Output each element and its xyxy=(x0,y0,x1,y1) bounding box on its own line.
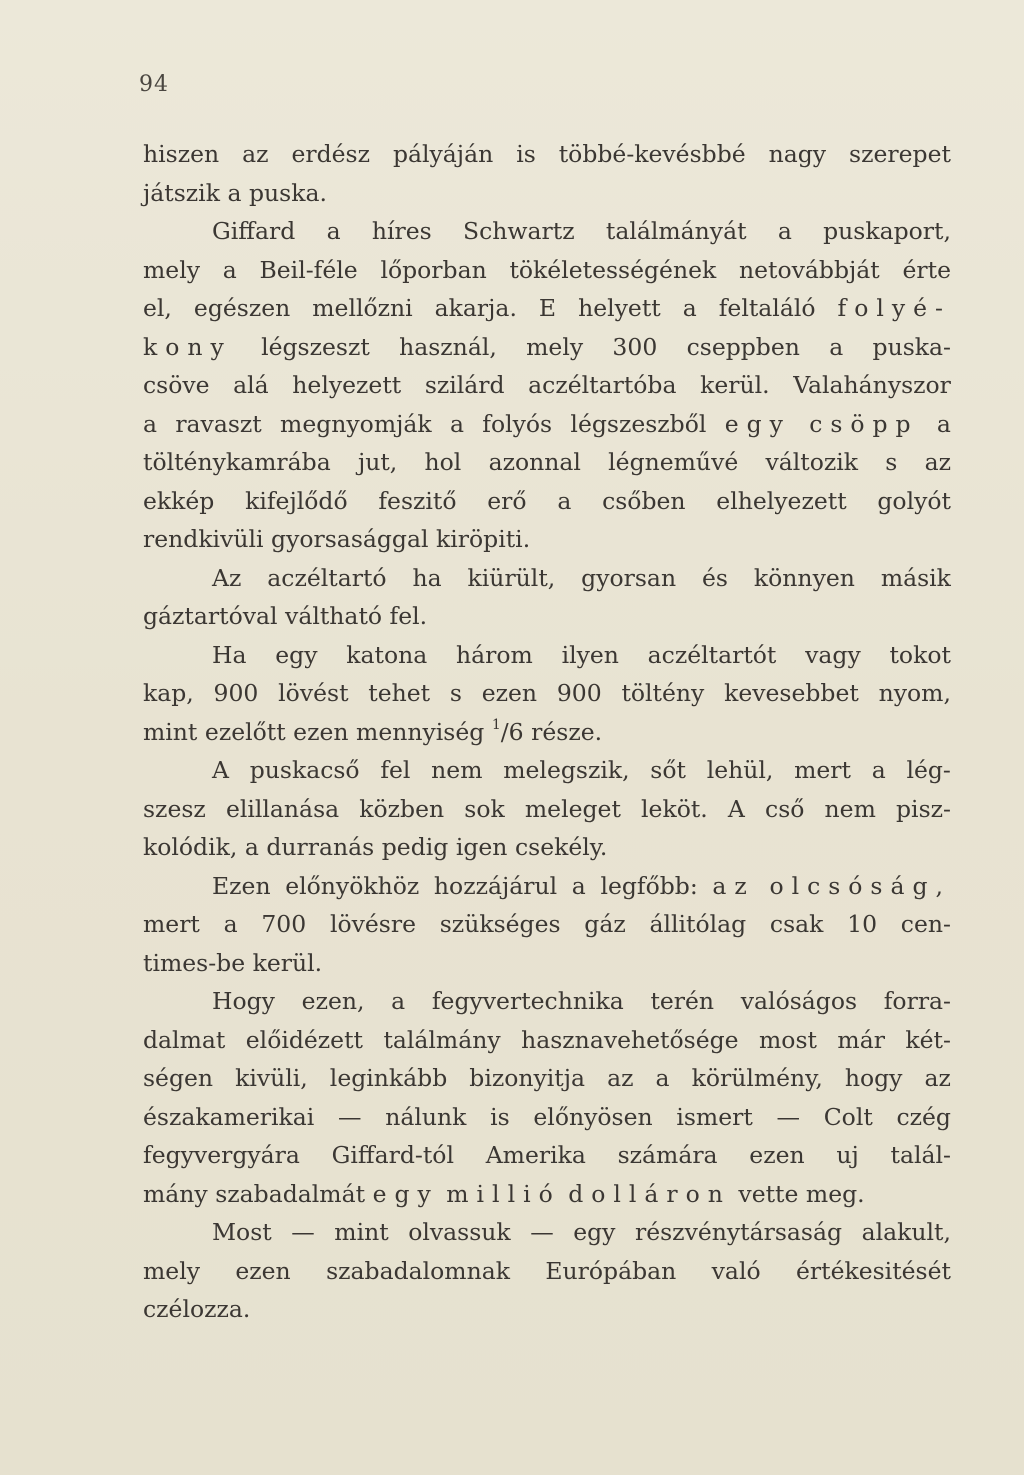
word: körülmény, xyxy=(691,1064,823,1092)
word: a xyxy=(227,178,242,207)
word: erő xyxy=(487,486,527,515)
word: cen- xyxy=(900,910,951,938)
page-number: 94 xyxy=(139,72,169,97)
word: ekkép xyxy=(143,486,215,515)
word: tökéletességének xyxy=(509,255,717,284)
word: kiürült, xyxy=(467,563,556,592)
word: mert xyxy=(794,756,851,784)
word: kerül. xyxy=(700,371,770,399)
word: tehet xyxy=(368,679,431,707)
word: része. xyxy=(531,717,603,746)
word: állitólag xyxy=(649,910,747,938)
word: ezen xyxy=(481,679,538,707)
word: egy xyxy=(724,409,791,438)
text-line xyxy=(143,1218,951,1257)
word: legfőbb: xyxy=(600,871,698,900)
word: el, xyxy=(143,294,172,322)
text-line xyxy=(143,448,951,487)
word: meg. xyxy=(805,1179,865,1208)
word: talál- xyxy=(890,1141,951,1169)
word: a xyxy=(222,255,237,284)
word: ha xyxy=(412,563,442,592)
word: nyom, xyxy=(878,679,951,707)
word: meleget xyxy=(524,794,621,823)
word: 300 xyxy=(612,332,658,361)
word: millió xyxy=(446,1179,561,1208)
word: mint xyxy=(143,717,198,746)
word: olvassuk xyxy=(408,1218,511,1246)
word: puskaport, xyxy=(823,217,951,245)
word: való xyxy=(711,1256,761,1285)
word: A xyxy=(727,794,745,823)
word: szesz xyxy=(143,794,206,823)
word: aczéltartóba xyxy=(528,371,677,399)
text-line xyxy=(143,1295,951,1334)
word: tölténykamrába xyxy=(143,448,331,476)
word: helyett xyxy=(578,294,661,322)
word: három xyxy=(456,640,533,669)
text-line xyxy=(143,1064,951,1103)
text-line xyxy=(143,179,951,218)
text-line xyxy=(143,564,951,603)
word: is xyxy=(490,1102,510,1131)
word: ezelőtt xyxy=(204,717,286,746)
word: csak xyxy=(769,910,824,938)
text-line xyxy=(143,410,951,449)
text-line xyxy=(143,1103,951,1142)
word: cseppben xyxy=(686,332,800,361)
word: szabadalmát xyxy=(215,1179,366,1208)
word: északamerikai xyxy=(143,1102,315,1131)
word: töltény xyxy=(621,679,705,707)
word: folyé- xyxy=(837,294,951,322)
word: kolódik, xyxy=(143,833,238,861)
word: nagy xyxy=(768,140,827,168)
word: durranás xyxy=(266,833,375,861)
word: a xyxy=(655,1064,670,1092)
word: lég- xyxy=(906,756,951,784)
word: — xyxy=(776,1102,800,1131)
word: Giffard-tól xyxy=(331,1141,454,1169)
word: mert xyxy=(143,910,200,938)
word: ségen xyxy=(143,1064,214,1092)
text-line xyxy=(143,1180,951,1219)
word: csekély. xyxy=(514,833,608,861)
word: a xyxy=(557,486,572,515)
word: mely xyxy=(143,1256,200,1285)
word: bizonyitja xyxy=(469,1064,586,1092)
word: kap, xyxy=(143,679,194,707)
word: aczéltartót xyxy=(647,640,777,669)
word: nem xyxy=(824,794,876,823)
word: pisz- xyxy=(896,794,951,823)
word: kivüli, xyxy=(235,1064,308,1092)
word: az xyxy=(712,871,755,900)
word: szilárd xyxy=(424,371,505,399)
word: változik xyxy=(765,448,859,476)
word: ravaszt xyxy=(175,409,262,438)
word: puska. xyxy=(248,178,327,207)
word: alakult, xyxy=(861,1218,951,1246)
word: czég xyxy=(896,1102,951,1131)
word: sok xyxy=(464,794,505,823)
word: Colt xyxy=(823,1102,873,1131)
word: a xyxy=(571,871,586,900)
word: fegyvergyára xyxy=(143,1141,300,1169)
word: Hogy xyxy=(212,987,275,1015)
text-line xyxy=(143,333,951,372)
text-line xyxy=(143,525,951,564)
word: Most xyxy=(212,1218,272,1246)
word: két- xyxy=(905,1025,951,1054)
word: s xyxy=(885,448,898,476)
word: Valahányszor xyxy=(793,371,951,399)
word: igen xyxy=(455,833,508,861)
text-line xyxy=(143,756,951,795)
word: A xyxy=(212,756,229,784)
word: a xyxy=(682,294,697,322)
word: használ, xyxy=(399,332,497,361)
word: cső xyxy=(765,794,805,823)
word: a xyxy=(871,756,886,784)
word: uj xyxy=(836,1141,859,1169)
word: jut, xyxy=(357,448,398,476)
word: dolláron xyxy=(568,1179,731,1208)
text-line xyxy=(143,1141,951,1180)
word: feltaláló xyxy=(718,294,816,322)
word: az xyxy=(924,1064,951,1092)
word: ezen xyxy=(749,1141,805,1169)
word: számára xyxy=(617,1141,718,1169)
word: Schwartz xyxy=(463,217,575,245)
word: váltható xyxy=(285,602,383,630)
word: leköt. xyxy=(641,794,708,823)
word: a xyxy=(449,409,464,438)
word: ezen xyxy=(293,717,349,746)
word: feszitő xyxy=(378,486,457,515)
word: valóságos xyxy=(740,987,858,1015)
word: rendkivüli xyxy=(143,525,264,553)
word: a xyxy=(391,987,406,1015)
word: a xyxy=(244,833,259,861)
word: nem xyxy=(431,756,483,784)
word: előidézett xyxy=(245,1025,363,1054)
word: times-be xyxy=(143,948,246,977)
text-line xyxy=(143,256,951,295)
word: mány xyxy=(143,1179,208,1208)
word: hogy xyxy=(844,1064,903,1092)
word: légszeszt xyxy=(261,332,370,361)
word: nálunk xyxy=(385,1102,467,1131)
word: előnyökhöz xyxy=(285,871,420,900)
word: légneművé xyxy=(608,448,739,476)
word: elillanása xyxy=(225,794,340,823)
text-line xyxy=(143,833,951,872)
word: szerepet xyxy=(849,140,951,168)
text-line xyxy=(143,294,951,333)
word: gyorsan xyxy=(581,563,677,592)
word: Ezen xyxy=(212,871,271,900)
word: fel xyxy=(380,756,411,784)
word: kony xyxy=(143,332,232,361)
word: kiröpiti. xyxy=(436,525,531,553)
text-line xyxy=(143,679,951,718)
word: hozzájárul xyxy=(433,871,558,900)
word: lövésre xyxy=(329,910,417,938)
word: dalmat xyxy=(143,1025,226,1054)
word: az xyxy=(242,140,269,168)
word: $^1$/6 xyxy=(491,716,524,746)
word: légszeszből xyxy=(570,409,707,438)
word: mennyiség xyxy=(356,717,485,746)
text-line xyxy=(143,217,951,256)
word: 900 xyxy=(213,679,259,707)
text-line xyxy=(143,718,951,757)
word: híres xyxy=(371,217,432,245)
word: — xyxy=(291,1218,315,1246)
word: a xyxy=(936,409,951,438)
word: Giffard xyxy=(212,217,296,245)
word: az xyxy=(607,1064,634,1092)
word: Európában xyxy=(545,1256,677,1285)
word: — xyxy=(530,1218,554,1246)
word: netovábbját xyxy=(739,255,880,284)
word: pedig xyxy=(381,833,449,861)
word: gáz xyxy=(584,910,626,938)
word: ilyen xyxy=(561,640,619,669)
word: 10 xyxy=(847,910,878,938)
word: mint xyxy=(334,1218,389,1246)
word: hiszen xyxy=(143,140,220,168)
word: egy xyxy=(275,640,318,669)
word: csöpp xyxy=(809,409,919,438)
word: puskacső xyxy=(249,756,360,784)
word: kevesebbet xyxy=(724,679,859,707)
word: leginkább xyxy=(329,1064,448,1092)
word: az xyxy=(924,448,951,476)
word: ezen, xyxy=(301,987,365,1015)
word: találmányát xyxy=(605,217,747,245)
word: mely xyxy=(143,255,200,284)
word: olcsóság, xyxy=(769,871,951,900)
word: a xyxy=(829,332,844,361)
word: sőt xyxy=(650,756,686,784)
word: könnyen xyxy=(753,563,855,592)
word: 900 xyxy=(556,679,602,707)
word: vagy xyxy=(805,640,861,669)
word: folyós xyxy=(482,409,553,438)
word: mely xyxy=(526,332,584,361)
word: mellőzni xyxy=(312,294,413,322)
word: megnyomják xyxy=(280,409,432,438)
word: kerül. xyxy=(252,948,323,977)
word: s xyxy=(449,679,462,707)
word: közben xyxy=(359,794,445,823)
word: a xyxy=(223,910,238,938)
word: aczéltartó xyxy=(267,563,387,592)
word: azonnal xyxy=(488,448,581,476)
word: részvénytársaság xyxy=(634,1218,843,1246)
word: hol xyxy=(424,448,462,476)
word: pályáján xyxy=(392,140,494,168)
word: előnyösen xyxy=(533,1102,653,1131)
text-line xyxy=(143,371,951,410)
word: alá xyxy=(233,371,269,399)
word: Ha xyxy=(212,640,247,669)
word: vette xyxy=(738,1179,799,1208)
word: Az xyxy=(212,563,242,592)
word: Beil-féle xyxy=(259,255,358,284)
word: is xyxy=(516,140,536,168)
body-text xyxy=(143,140,951,1334)
word: értékesitését xyxy=(795,1256,951,1285)
word: egy xyxy=(372,1179,439,1208)
word: elhelyezett xyxy=(716,486,847,515)
text-line xyxy=(143,987,951,1026)
word: 700 xyxy=(261,910,307,938)
text-line xyxy=(143,140,951,179)
word: érte xyxy=(902,255,951,284)
text-line xyxy=(143,949,951,988)
word: lőporban xyxy=(380,255,487,284)
word: golyót xyxy=(877,486,951,515)
word: már xyxy=(837,1025,885,1054)
word: kifejlődő xyxy=(245,486,348,515)
word: szabadalomnak xyxy=(326,1256,510,1285)
word: terén xyxy=(650,987,715,1015)
word: többé-kevésbbé xyxy=(558,140,746,168)
word: csöve xyxy=(143,371,210,399)
word: hasznavehetősége xyxy=(521,1025,739,1054)
word: melegszik, xyxy=(503,756,630,784)
word: erdész xyxy=(291,140,370,168)
text-line xyxy=(143,641,951,680)
text-line xyxy=(143,872,951,911)
word: lehül, xyxy=(706,756,774,784)
word: találmány xyxy=(383,1025,501,1054)
text-line xyxy=(143,487,951,526)
word: csőben xyxy=(602,486,686,515)
word: a xyxy=(777,217,792,245)
word: czélozza. xyxy=(143,1295,251,1323)
word: ismert xyxy=(676,1102,753,1131)
text-line xyxy=(143,1257,951,1296)
word: tokot xyxy=(889,640,951,669)
word: puska- xyxy=(872,332,951,361)
word: egy xyxy=(573,1218,616,1246)
word: helyezett xyxy=(292,371,402,399)
text-line xyxy=(143,602,951,641)
word: forra- xyxy=(883,987,951,1015)
word: másik xyxy=(880,563,951,592)
word: fegyvertechnika xyxy=(431,987,624,1015)
word: a xyxy=(143,409,158,438)
word: gyorsasággal xyxy=(271,525,429,553)
word: fel. xyxy=(389,602,428,630)
word: a xyxy=(326,217,341,245)
word: katona xyxy=(346,640,428,669)
word: most xyxy=(759,1025,817,1054)
word: és xyxy=(702,563,728,592)
text-line xyxy=(143,910,951,949)
word: lövést xyxy=(278,679,349,707)
word: — xyxy=(338,1102,362,1131)
word: Amerika xyxy=(485,1141,586,1169)
word: játszik xyxy=(143,178,220,207)
word: gáztartóval xyxy=(143,602,278,630)
text-line xyxy=(143,1026,951,1065)
word: E xyxy=(538,294,557,322)
word: egészen xyxy=(193,294,291,322)
word: szükséges xyxy=(439,910,561,938)
word: akarja. xyxy=(434,294,517,322)
word: ezen xyxy=(235,1256,291,1285)
text-line xyxy=(143,795,951,834)
